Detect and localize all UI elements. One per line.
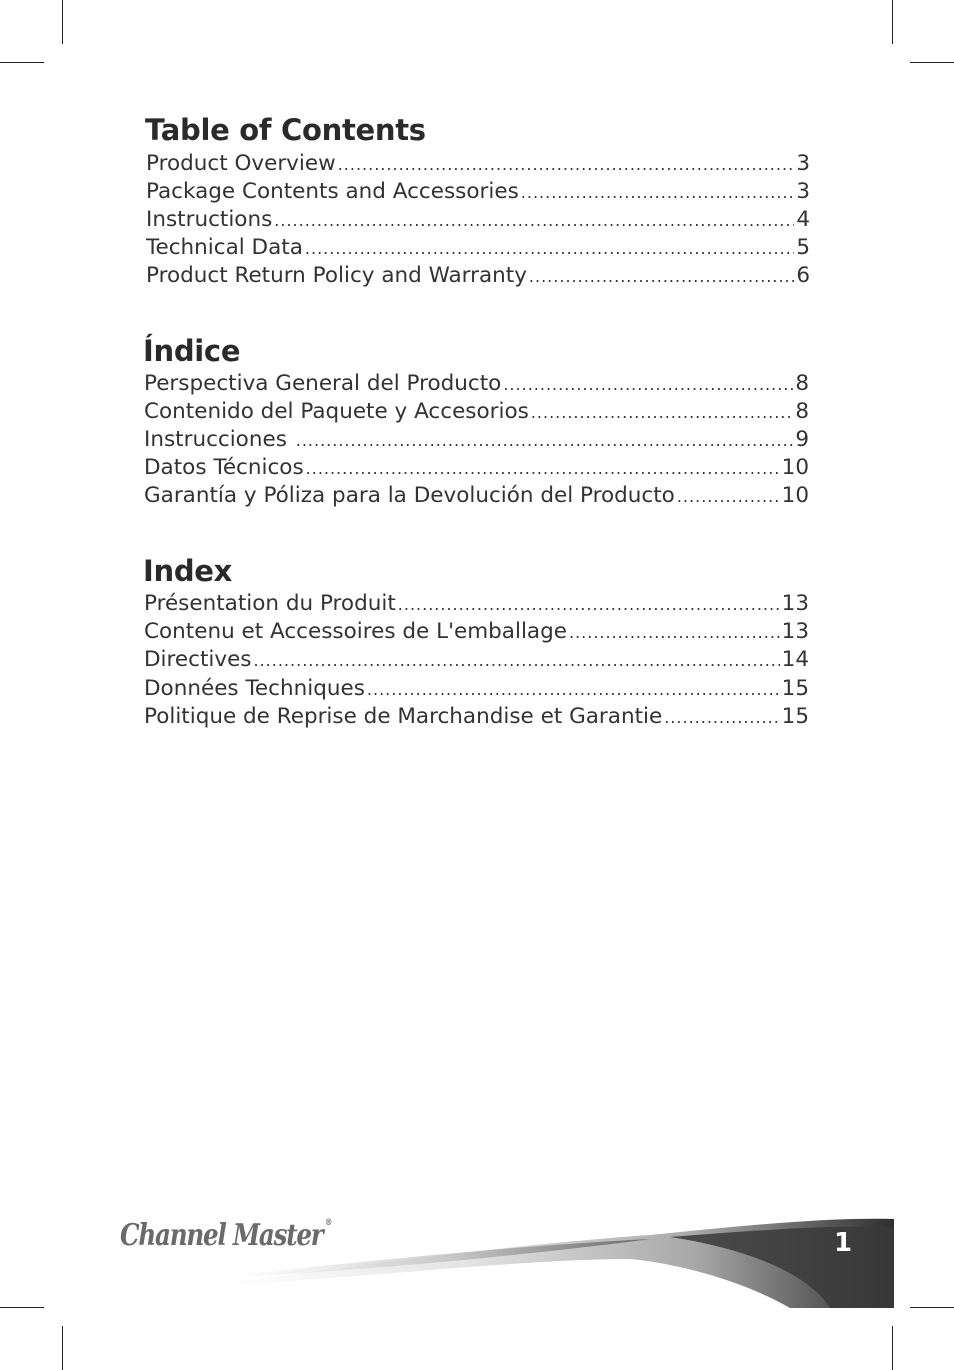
toc-entry[interactable] <box>146 206 810 234</box>
crop-mark <box>0 1307 44 1308</box>
entry-label: Politique de Reprise de Marchandise et Garantie <box>144 704 663 729</box>
registered-mark: ® <box>324 1218 333 1228</box>
channel-master-logo <box>120 1218 332 1253</box>
entry-label: Contenu et Accessoires de L'emballage <box>144 619 567 644</box>
toc-entry[interactable] <box>146 234 810 262</box>
toc-entry[interactable] <box>144 646 809 674</box>
entry-page: 3 <box>796 151 810 176</box>
entry-label: Technical Data <box>146 235 303 260</box>
entry-label: Product Return Policy and Warranty <box>146 263 527 288</box>
entry-label: Données Techniques <box>144 676 365 701</box>
dot-leader <box>677 483 780 510</box>
entry-label: Présentation du Produit <box>144 591 396 616</box>
entry-page: 4 <box>796 207 810 232</box>
entry-page: 8 <box>795 371 809 396</box>
entry-label: Datos Técnicos <box>144 455 304 480</box>
entry-label: Perspectiva General del Producto <box>144 371 502 396</box>
entry-label: Product Overview <box>146 151 336 176</box>
entry-page: 14 <box>781 647 809 672</box>
entry-page: 13 <box>781 591 809 616</box>
dot-leader <box>398 591 780 618</box>
entry-page: 13 <box>781 619 809 644</box>
dot-leader <box>569 619 780 646</box>
toc-entry[interactable] <box>144 370 809 398</box>
dot-leader <box>296 427 794 454</box>
toc-entry[interactable] <box>144 703 809 731</box>
entry-label: Contenido del Paquete y Accesorios <box>144 399 529 424</box>
toc-entry[interactable] <box>144 398 809 426</box>
dot-leader <box>305 235 794 262</box>
dot-leader <box>338 151 795 178</box>
entry-label: Instructions <box>146 207 273 232</box>
entry-label: Instrucciones <box>144 427 294 452</box>
toc-entry[interactable] <box>144 454 809 482</box>
section-heading: Index <box>143 554 233 588</box>
entry-label: Directives <box>144 647 252 672</box>
entry-label: Package Contents and Accessories <box>146 179 519 204</box>
toc-entry[interactable] <box>144 426 809 454</box>
entry-page: 15 <box>781 676 809 701</box>
dot-leader <box>529 263 794 290</box>
section-heading: Índice <box>143 334 241 368</box>
crop-mark <box>892 1326 893 1370</box>
crop-mark <box>892 0 893 44</box>
crop-mark <box>62 1326 63 1370</box>
entry-page: 9 <box>795 427 809 452</box>
entry-label: Garantía y Póliza para la Devolución del Producto <box>144 483 675 508</box>
dot-leader <box>274 207 794 234</box>
toc-entry[interactable] <box>146 150 810 178</box>
entry-page: 8 <box>795 399 809 424</box>
entry-page: 15 <box>781 704 809 729</box>
page-number: 1 <box>833 1228 853 1258</box>
dot-leader <box>664 704 779 731</box>
dot-leader <box>531 399 793 426</box>
entry-page: 10 <box>781 455 809 480</box>
entry-page: 10 <box>781 483 809 508</box>
crop-mark <box>62 0 63 44</box>
crop-mark <box>910 62 954 63</box>
toc-entry[interactable] <box>146 178 810 206</box>
toc-entry[interactable] <box>146 262 810 290</box>
dot-leader <box>306 455 780 482</box>
dot-leader <box>521 179 795 206</box>
toc-entry[interactable] <box>144 482 809 510</box>
dot-leader <box>503 371 793 398</box>
crop-mark <box>910 1307 954 1308</box>
entry-page: 3 <box>796 179 810 204</box>
brand-name: Channel Master <box>120 1218 323 1253</box>
toc-entry[interactable] <box>144 590 809 618</box>
dot-leader <box>254 647 780 674</box>
toc-entry[interactable] <box>144 618 809 646</box>
entry-page: 6 <box>796 263 810 288</box>
crop-mark <box>0 62 44 63</box>
dot-leader <box>367 676 780 703</box>
entry-page: 5 <box>796 235 810 260</box>
toc-entry[interactable] <box>144 675 809 703</box>
section-heading: Table of Contents <box>145 113 426 147</box>
